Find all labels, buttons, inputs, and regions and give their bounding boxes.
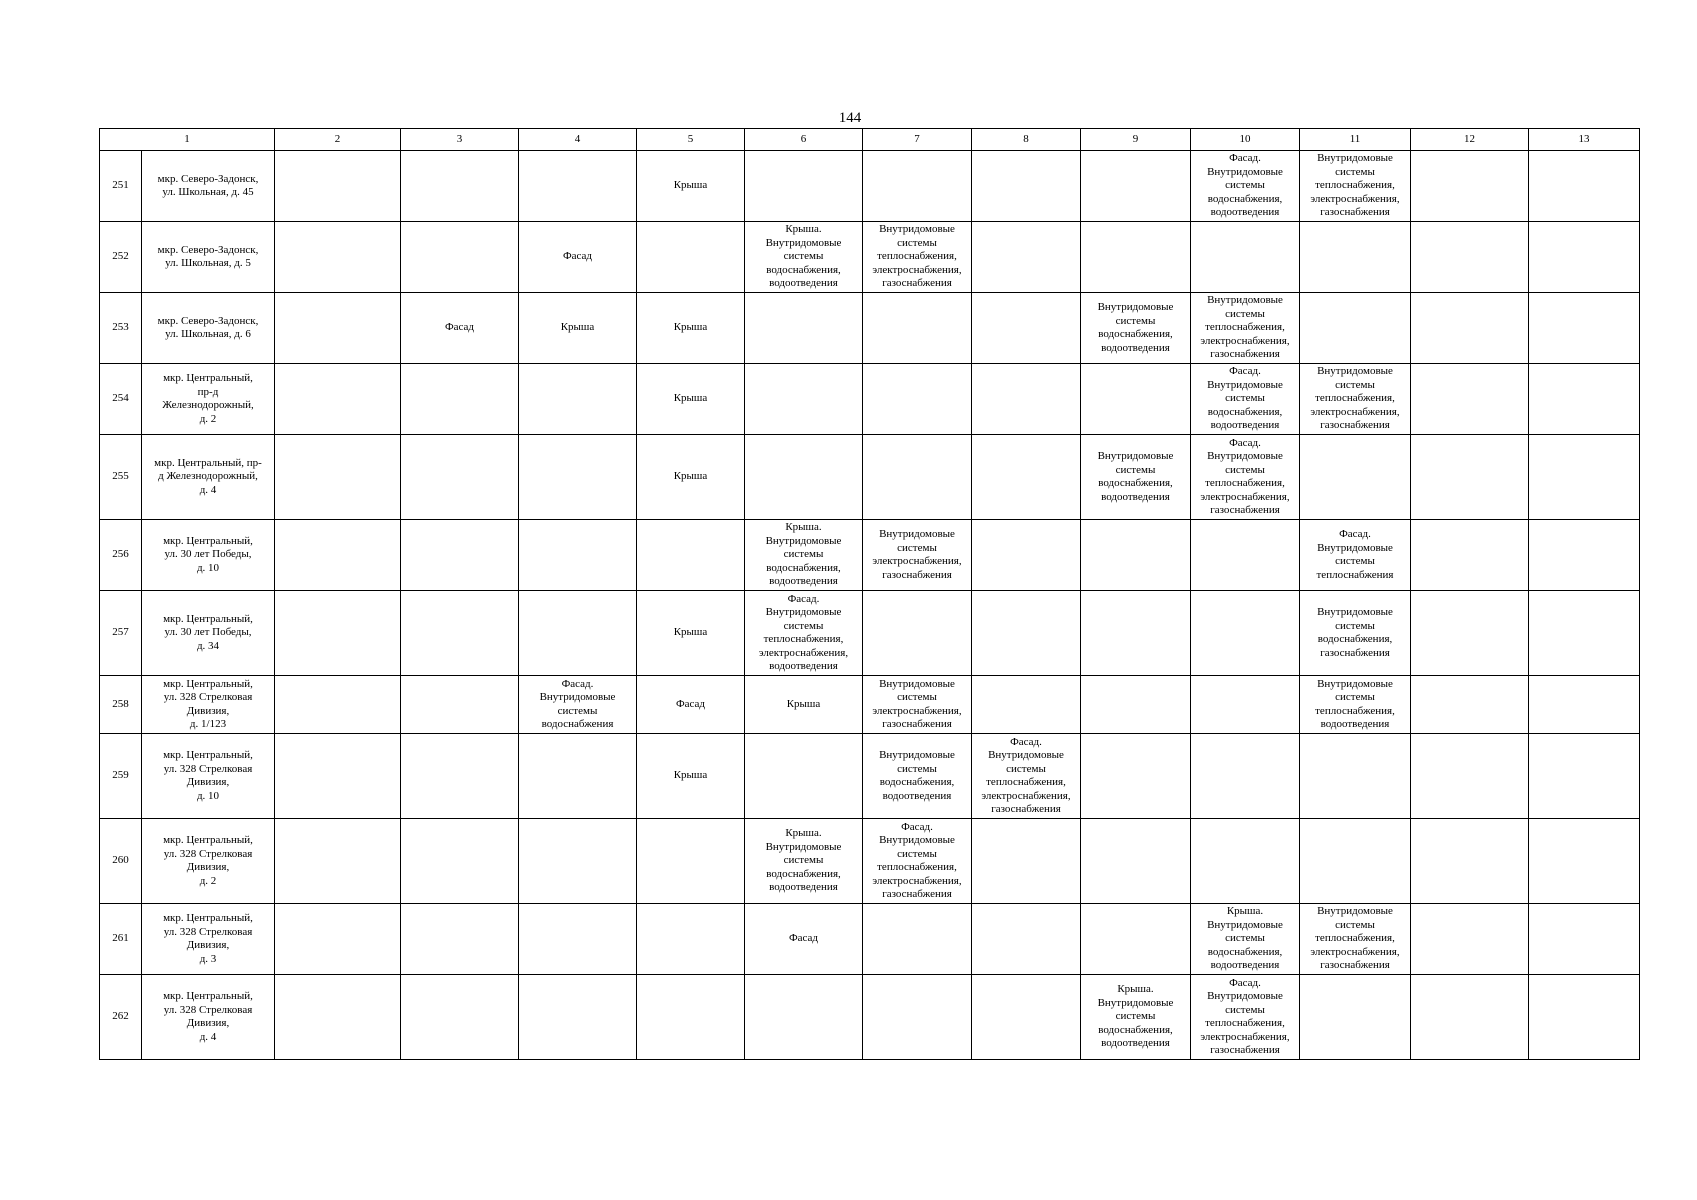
col13-cell [1529, 435, 1640, 520]
col6-cell [745, 734, 863, 819]
col13-cell [1529, 676, 1640, 734]
col6-cell [745, 435, 863, 520]
col3-cell [401, 151, 519, 222]
col12-cell [1411, 676, 1529, 734]
table-row [100, 676, 1640, 734]
col10-cell [1191, 222, 1300, 293]
col5-cell: Крыша [637, 435, 745, 520]
col3-cell [401, 435, 519, 520]
col8-cell [972, 904, 1081, 975]
col10-cell: Внутридомовые системы теплоснабжения, электроснабжения, газоснабжения [1191, 293, 1300, 364]
col5-cell [637, 819, 745, 904]
col11-cell [1300, 435, 1411, 520]
col11-cell: Внутридомовые системы теплоснабжения, водоотведения [1300, 676, 1411, 734]
col2-cell [275, 975, 401, 1060]
col8-cell [972, 819, 1081, 904]
col3-cell [401, 734, 519, 819]
col10-cell: Фасад. Внутридомовые системы водоснабжения, водоотведения [1191, 364, 1300, 435]
col8-cell [972, 222, 1081, 293]
header-cell: 3 [401, 129, 519, 151]
col2-cell [275, 222, 401, 293]
col11-cell: Фасад. Внутридомовые системы теплоснабжения [1300, 520, 1411, 591]
col2-cell [275, 676, 401, 734]
row-number-cell: 253 [100, 293, 142, 364]
col12-cell [1411, 151, 1529, 222]
col11-cell: Внутридомовые системы теплоснабжения, электроснабжения, газоснабжения [1300, 904, 1411, 975]
col10-cell [1191, 819, 1300, 904]
row-number-cell: 258 [100, 676, 142, 734]
col8-cell [972, 151, 1081, 222]
header-cell: 4 [519, 129, 637, 151]
col2-cell [275, 591, 401, 676]
col4-cell [519, 591, 637, 676]
page-number: 144 [838, 110, 862, 126]
col4-cell: Фасад. Внутридомовые системы водоснабжения [519, 676, 637, 734]
col7-cell [863, 975, 972, 1060]
row-number-cell: 260 [100, 819, 142, 904]
col7-cell [863, 293, 972, 364]
col3-cell [401, 591, 519, 676]
col10-cell [1191, 520, 1300, 591]
header-cell: 8 [972, 129, 1081, 151]
col12-cell [1411, 222, 1529, 293]
table-row [100, 293, 1640, 364]
col12-cell [1411, 364, 1529, 435]
col9-cell [1081, 904, 1191, 975]
col13-cell [1529, 364, 1640, 435]
col11-cell: Внутридомовые системы теплоснабжения, электроснабжения, газоснабжения [1300, 364, 1411, 435]
address-cell: мкр. Центральный, пр-д Железнодорожный, д. 2 [142, 364, 275, 435]
col7-cell [863, 364, 972, 435]
col2-cell [275, 151, 401, 222]
col6-cell: Крыша [745, 676, 863, 734]
address-cell: мкр. Северо-Задонск, ул. Школьная, д. 6 [142, 293, 275, 364]
col13-cell [1529, 222, 1640, 293]
table-row [100, 435, 1640, 520]
repair-schedule-table [99, 128, 1640, 1060]
col2-cell [275, 293, 401, 364]
row-number-cell: 252 [100, 222, 142, 293]
col2-cell [275, 520, 401, 591]
col4-cell [519, 819, 637, 904]
col2-cell [275, 734, 401, 819]
table-row [100, 520, 1640, 591]
col12-cell [1411, 904, 1529, 975]
col3-cell [401, 222, 519, 293]
col9-cell: Внутридомовые системы водоснабжения, водоотведения [1081, 293, 1191, 364]
address-cell: мкр. Центральный, ул. 30 лет Победы, д. 10 [142, 520, 275, 591]
table-row [100, 734, 1640, 819]
header-cell: 6 [745, 129, 863, 151]
col6-cell [745, 975, 863, 1060]
address-cell: мкр. Центральный, ул. 328 Стрелковая Дивизия, д. 4 [142, 975, 275, 1060]
col6-cell: Крыша. Внутридомовые системы водоснабжения, водоотведения [745, 520, 863, 591]
col10-cell: Фасад. Внутридомовые системы теплоснабжения, электроснабжения, газоснабжения [1191, 975, 1300, 1060]
row-number-cell: 255 [100, 435, 142, 520]
table-row [100, 591, 1640, 676]
col8-cell [972, 435, 1081, 520]
col2-cell [275, 364, 401, 435]
col7-cell: Внутридомовые системы электроснабжения, газоснабжения [863, 520, 972, 591]
col4-cell [519, 435, 637, 520]
col8-cell [972, 364, 1081, 435]
col5-cell: Крыша [637, 364, 745, 435]
row-number-cell: 261 [100, 904, 142, 975]
header-cell: 7 [863, 129, 972, 151]
col9-cell: Внутридомовые системы водоснабжения, водоотведения [1081, 435, 1191, 520]
col3-cell [401, 364, 519, 435]
col12-cell [1411, 591, 1529, 676]
col3-cell [401, 904, 519, 975]
col7-cell [863, 151, 972, 222]
row-number-cell: 254 [100, 364, 142, 435]
col13-cell [1529, 520, 1640, 591]
address-cell: мкр. Северо-Задонск, ул. Школьная, д. 45 [142, 151, 275, 222]
col4-cell: Фасад [519, 222, 637, 293]
col9-cell [1081, 520, 1191, 591]
col13-cell [1529, 904, 1640, 975]
table-row [100, 819, 1640, 904]
row-number-cell: 257 [100, 591, 142, 676]
col7-cell: Внутридомовые системы теплоснабжения, электроснабжения, газоснабжения [863, 222, 972, 293]
col8-cell [972, 676, 1081, 734]
col4-cell [519, 975, 637, 1060]
col9-cell [1081, 151, 1191, 222]
col10-cell: Крыша. Внутридомовые системы водоснабжения, водоотведения [1191, 904, 1300, 975]
col10-cell: Фасад. Внутридомовые системы водоснабжения, водоотведения [1191, 151, 1300, 222]
col9-cell [1081, 364, 1191, 435]
col9-cell [1081, 734, 1191, 819]
col12-cell [1411, 520, 1529, 591]
col7-cell: Фасад. Внутридомовые системы теплоснабжения, электроснабжения, газоснабжения [863, 819, 972, 904]
col4-cell [519, 151, 637, 222]
col9-cell [1081, 676, 1191, 734]
col2-cell [275, 435, 401, 520]
col13-cell [1529, 975, 1640, 1060]
col4-cell [519, 520, 637, 591]
header-cell: 13 [1529, 129, 1640, 151]
address-cell: мкр. Центральный, ул. 328 Стрелковая Дивизия, д. 3 [142, 904, 275, 975]
col6-cell: Фасад [745, 904, 863, 975]
col11-cell [1300, 975, 1411, 1060]
col5-cell [637, 222, 745, 293]
col12-cell [1411, 975, 1529, 1060]
col6-cell [745, 151, 863, 222]
address-cell: мкр. Центральный, ул. 30 лет Победы, д. 34 [142, 591, 275, 676]
col8-cell [972, 520, 1081, 591]
col8-cell [972, 293, 1081, 364]
table-row [100, 364, 1640, 435]
row-number-cell: 256 [100, 520, 142, 591]
col11-cell [1300, 819, 1411, 904]
col3-cell [401, 520, 519, 591]
row-number-cell: 259 [100, 734, 142, 819]
table-row [100, 904, 1640, 975]
address-cell: мкр. Центральный, ул. 328 Стрелковая Дивизия, д. 1/123 [142, 676, 275, 734]
col6-cell [745, 364, 863, 435]
address-cell: мкр. Центральный, ул. 328 Стрелковая Дивизия, д. 2 [142, 819, 275, 904]
col5-cell: Крыша [637, 591, 745, 676]
col3-cell [401, 819, 519, 904]
col13-cell [1529, 819, 1640, 904]
col10-cell [1191, 676, 1300, 734]
col5-cell [637, 520, 745, 591]
col7-cell [863, 435, 972, 520]
col3-cell [401, 975, 519, 1060]
col11-cell: Внутридомовые системы теплоснабжения, электроснабжения, газоснабжения [1300, 151, 1411, 222]
col3-cell: Фасад [401, 293, 519, 364]
col6-cell [745, 293, 863, 364]
address-cell: мкр. Центральный, ул. 328 Стрелковая Дивизия, д. 10 [142, 734, 275, 819]
col10-cell [1191, 734, 1300, 819]
header-cell: 12 [1411, 129, 1529, 151]
col3-cell [401, 676, 519, 734]
col7-cell: Внутридомовые системы электроснабжения, газоснабжения [863, 676, 972, 734]
col5-cell: Крыша [637, 293, 745, 364]
col6-cell: Крыша. Внутридомовые системы водоснабжения, водоотведения [745, 222, 863, 293]
header-cell: 11 [1300, 129, 1411, 151]
col8-cell [972, 591, 1081, 676]
header-cell: 9 [1081, 129, 1191, 151]
header-cell: 5 [637, 129, 745, 151]
col12-cell [1411, 293, 1529, 364]
col11-cell [1300, 293, 1411, 364]
col7-cell [863, 591, 972, 676]
address-cell: мкр. Центральный, пр- д Железнодорожный, д. 4 [142, 435, 275, 520]
col5-cell: Крыша [637, 151, 745, 222]
header-cell: 2 [275, 129, 401, 151]
address-cell: мкр. Северо-Задонск, ул. Школьная, д. 5 [142, 222, 275, 293]
header-cell: 1 [100, 129, 275, 151]
col6-cell: Фасад. Внутридомовые системы теплоснабжения, электроснабжения, водоотведения [745, 591, 863, 676]
col9-cell [1081, 222, 1191, 293]
col13-cell [1529, 151, 1640, 222]
col13-cell [1529, 591, 1640, 676]
col4-cell [519, 904, 637, 975]
col2-cell [275, 904, 401, 975]
header-row [100, 129, 1640, 151]
col10-cell: Фасад. Внутридомовые системы теплоснабжения, электроснабжения, газоснабжения [1191, 435, 1300, 520]
col4-cell: Крыша [519, 293, 637, 364]
row-number-cell: 262 [100, 975, 142, 1060]
table-row [100, 151, 1640, 222]
header-cell: 10 [1191, 129, 1300, 151]
col11-cell [1300, 222, 1411, 293]
col11-cell [1300, 734, 1411, 819]
col5-cell [637, 904, 745, 975]
col7-cell [863, 904, 972, 975]
col5-cell: Крыша [637, 734, 745, 819]
col12-cell [1411, 819, 1529, 904]
col12-cell [1411, 435, 1529, 520]
col4-cell [519, 364, 637, 435]
col5-cell: Фасад [637, 676, 745, 734]
col13-cell [1529, 734, 1640, 819]
col11-cell: Внутридомовые системы водоснабжения, газоснабжения [1300, 591, 1411, 676]
col4-cell [519, 734, 637, 819]
col13-cell [1529, 293, 1640, 364]
col9-cell [1081, 591, 1191, 676]
col8-cell [972, 975, 1081, 1060]
table-row [100, 222, 1640, 293]
col8-cell: Фасад. Внутридомовые системы теплоснабжения, электроснабжения, газоснабжения [972, 734, 1081, 819]
col6-cell: Крыша. Внутридомовые системы водоснабжения, водоотведения [745, 819, 863, 904]
col2-cell [275, 819, 401, 904]
col10-cell [1191, 591, 1300, 676]
col7-cell: Внутридомовые системы водоснабжения, водоотведения [863, 734, 972, 819]
col5-cell [637, 975, 745, 1060]
col9-cell [1081, 819, 1191, 904]
col12-cell [1411, 734, 1529, 819]
row-number-cell: 251 [100, 151, 142, 222]
table-row [100, 975, 1640, 1060]
col9-cell: Крыша. Внутридомовые системы водоснабжения, водоотведения [1081, 975, 1191, 1060]
table-body [100, 129, 1640, 1060]
